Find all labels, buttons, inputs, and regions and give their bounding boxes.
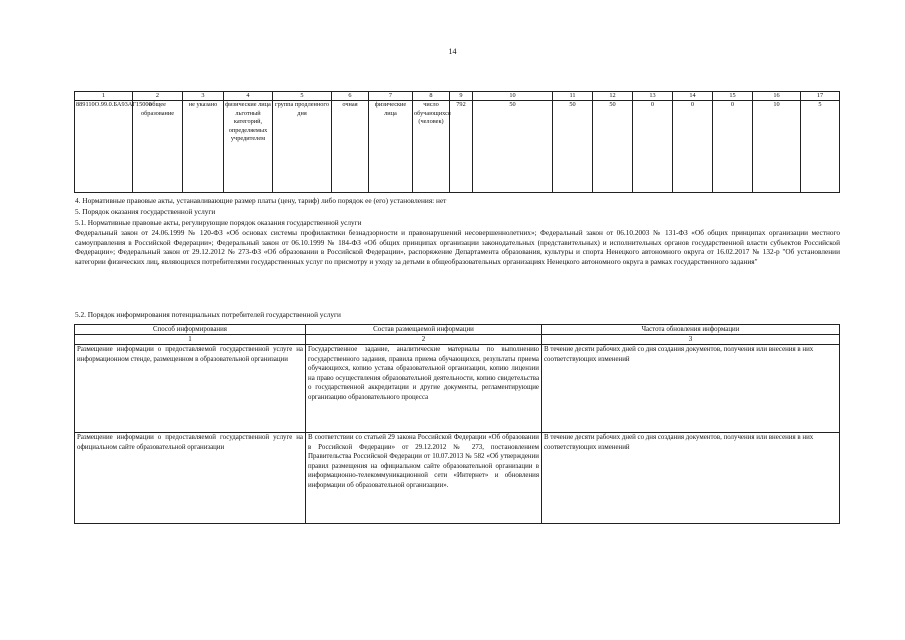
section-4-text: 4. Нормативные правовые акты, устанавливающие размер платы (цену, тариф) либо порядок ее (его) установления: нет [75, 196, 447, 205]
table-cell: 792 [450, 101, 473, 193]
table-row [75, 345, 840, 433]
column-number: 12 [593, 92, 633, 101]
column-number: 10 [473, 92, 553, 101]
service-volume-table [74, 91, 840, 193]
section-5-1-heading: 5.1. Нормативные правовые акты, регулирующие порядок оказания государственной услуги [75, 218, 362, 227]
column-number: 1 [75, 335, 306, 345]
column-header-frequency: Частота обновления информации [542, 325, 840, 335]
table-cell: не указано [183, 101, 224, 193]
column-number: 7 [369, 92, 413, 101]
informing-method: Размещение информации о предоставляемой государственной услуге на официальном сайте образовательной организации [75, 433, 306, 524]
table-cell: 0 [633, 101, 673, 193]
table-header-row [75, 92, 840, 101]
column-number: 4 [224, 92, 273, 101]
table-row [75, 101, 840, 193]
informing-content: В соответствии со статьей 29 закона Российской Федерации «Об образовании в Российской Федерации» от 29.12.2012 № 273, постановлением Правительства Российской Федерации от 10.07.2013 № 582 «Об утверждении правил размещения на официальном сайте образовательной организации в информационно-телекоммуникационной сети «Интернет» и обновления информации об образовательной организации». [306, 433, 542, 524]
column-number: 13 [633, 92, 673, 101]
column-header-content: Состав размещаемой информации [306, 325, 542, 335]
table-cell: 0 [673, 101, 713, 193]
column-number: 14 [673, 92, 713, 101]
page-number: 14 [448, 47, 457, 56]
column-number: 6 [332, 92, 369, 101]
table-cell-registry-number: 889110О.99.0.БА93АГ15000 [75, 101, 133, 193]
column-number: 16 [753, 92, 801, 101]
table-cell: 50 [593, 101, 633, 193]
table-number-row [75, 335, 840, 345]
table-cell: 0 [713, 101, 753, 193]
table-cell: 50 [473, 101, 553, 193]
table-cell: 10 [753, 101, 801, 193]
column-number: 1 [75, 92, 133, 101]
update-frequency: В течение десяти рабочих дней со дня создания документов, получения или внесения в них соответствующих изменений [542, 345, 840, 433]
column-number: 3 [183, 92, 224, 101]
table-cell: физические лица [369, 101, 413, 193]
column-number: 5 [273, 92, 332, 101]
column-number: 2 [306, 335, 542, 345]
column-header-method: Способ информирования [75, 325, 306, 335]
informing-content: Государственное задание, аналитические материалы по выполнению государственного задания, правила приема обучающихся, результаты приема обучающихся, копию устава образовательной организации, копию лицензии на право осуществления образовательной деятельности, копию свидетельства о государственной аккредитации и другие документы, регламентирующие организацию образовательного процесса [306, 345, 542, 433]
column-number: 15 [713, 92, 753, 101]
column-number: 8 [413, 92, 450, 101]
update-frequency: В течение десяти рабочих дней со дня создания документов, получения или внесения в них соответствующих изменений [542, 433, 840, 524]
legal-acts-paragraph: Федеральный закон от 24.06.1999 № 120-ФЗ «Об основах системы профилактики безнадзорности и правонарушений несовершеннолетних»; Федеральный закон от 06.10.2003 № 131-ФЗ «Об общих принципах организации местного самоуправления в Российской Федерации»; Федеральный закон от 06.10.1999 № 184-ФЗ «Об общих принципах организации законодательных (представительных) и исполнительных органов государственной власти субъектов Российской Федерации»; Федеральный закон от 29.12.2012 № 273-ФЗ «Об образовании в Российской Федерации», распоряжение Департамента образования, культуры и спорта Ненецкого автономного округа от 16.02.2017 № 132-р "Об установлении категории физических лиц, являющихся потребителями государственных услуг по присмотру и уходу за детьми в общеобразовательных организациях Ненецкого автономного округа в рамках государственного задания" [75, 228, 840, 266]
table-cell: общее образование [133, 101, 183, 193]
table-cell: группа продленного дня [273, 101, 332, 193]
section-5-2-heading: 5.2. Порядок информирования потенциальных потребителей государственной услуги [75, 310, 341, 319]
column-number: 11 [553, 92, 593, 101]
column-number: 2 [133, 92, 183, 101]
table-cell: 50 [553, 101, 593, 193]
table-cell: число обучающихся (человек) [413, 101, 450, 193]
informing-method: Размещение информации о предоставляемой государственной услуге на информационном стенде, размещенном в образовательной организации [75, 345, 306, 433]
table-cell: очная [332, 101, 369, 193]
column-number: 9 [450, 92, 473, 101]
column-number: 17 [801, 92, 840, 101]
column-number: 3 [542, 335, 840, 345]
table-header-row [75, 325, 840, 335]
table-row [75, 433, 840, 524]
section-5-heading: 5. Порядок оказания государственной услуги [75, 207, 216, 216]
table-cell: 5 [801, 101, 840, 193]
table-cell: физические лица льготный категорий, определяемых учредителем [224, 101, 273, 193]
informing-table [74, 324, 840, 524]
